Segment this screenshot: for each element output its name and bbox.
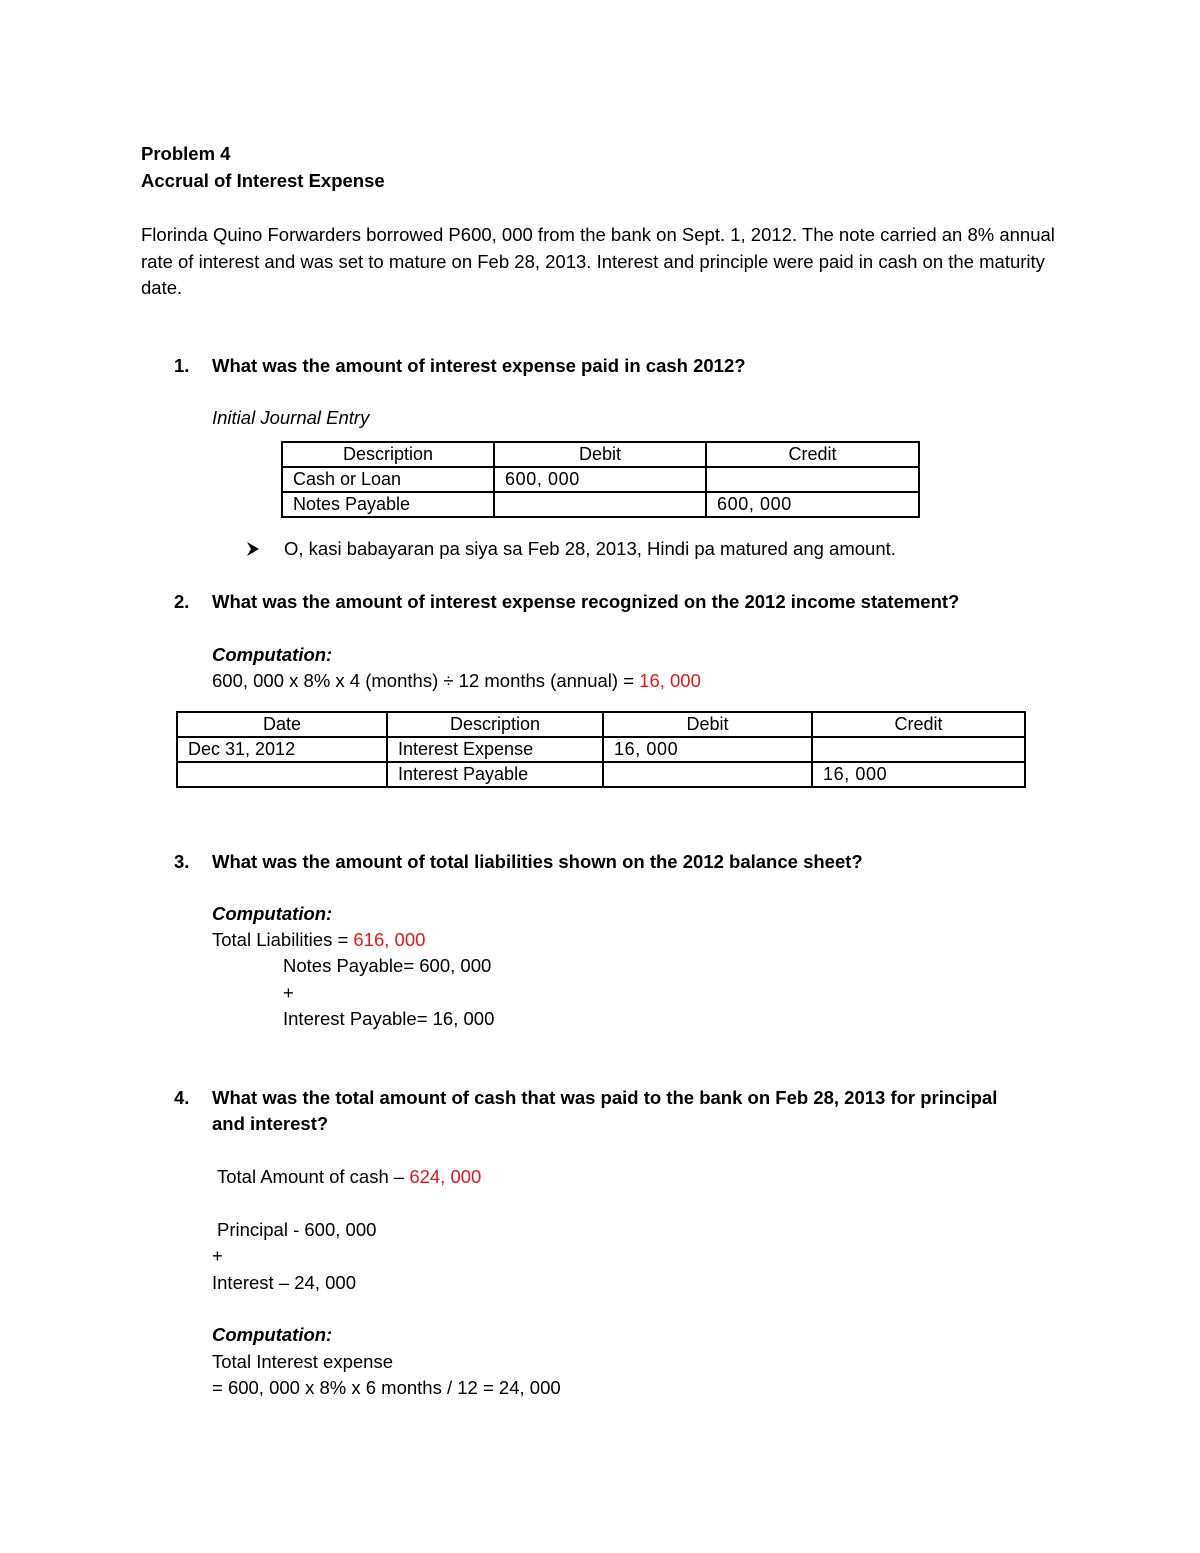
q3-plus: + [283,982,294,1003]
table-cell: 600, 000 [706,492,919,517]
table-cell: Notes Payable [282,492,494,517]
q4-question-line1: What was the total amount of cash that was paid to the bank on Feb 28, 2013 for principal [212,1087,998,1108]
table-header-row [282,442,919,467]
q2-formula-line [212,670,701,692]
q4-plus: + [212,1245,223,1266]
q4-total-label: Total Amount of cash – [217,1166,410,1187]
table-header-cell: Description [282,442,494,467]
table-cell: 16, 000 [603,737,812,762]
q2-formula: 600, 000 x 8% x 4 (months) ÷ 12 months (annual) = [212,670,640,691]
table-row [177,737,1025,762]
q4-total-value: 624, 000 [409,1166,482,1187]
q2-question: What was the amount of interest expense recognized on the 2012 income statement? [212,591,960,612]
q1-entry-label: Initial Journal Entry [212,407,370,428]
q1-bullet-text: O, kasi babayaran pa siya sa Feb 28, 2013, Hindi pa matured ang amount. [284,538,896,559]
q4-number: 4. [174,1087,190,1108]
q3-total-line [212,929,425,951]
table-cell: Interest Expense [387,737,603,762]
q3-computation-label: Computation: [212,903,333,924]
table-header-cell: Credit [812,712,1025,737]
table-row [282,492,919,517]
table-header-row [177,712,1025,737]
table-cell [706,467,919,492]
table-header-cell: Debit [494,442,706,467]
q4-computation-line1: Total Interest expense [212,1351,393,1372]
table-row [282,467,919,492]
table-cell [603,762,812,787]
q4-interest-line: Interest – 24, 000 [212,1272,356,1293]
q4-computation-label: Computation: [212,1324,333,1345]
q1-number: 1. [174,355,190,376]
q4-computation-line2: = 600, 000 x 8% x 6 months / 12 = 24, 000 [212,1377,561,1398]
table-header-cell: Credit [706,442,919,467]
problem-subtitle: Accrual of Interest Expense [141,170,385,191]
q4-question-line2: and interest? [212,1113,329,1134]
q2-computation-label: Computation: [212,644,333,665]
q1-journal-table [281,441,920,518]
q3-interest-payable-line: Interest Payable= 16, 000 [283,1008,495,1029]
table-header-cell: Description [387,712,603,737]
table-cell: 600, 000 [494,467,706,492]
problem-title: Problem 4 [141,143,231,164]
q2-number: 2. [174,591,190,612]
table-row [177,762,1025,787]
table-cell: 16, 000 [812,762,1025,787]
q3-total-label: Total Liabilities = [212,929,354,950]
q3-total-value: 616, 000 [353,929,426,950]
table-header-cell: Date [177,712,387,737]
q3-question: What was the amount of total liabilities shown on the 2012 balance sheet? [212,851,863,872]
table-cell: Cash or Loan [282,467,494,492]
q3-notes-payable-line: Notes Payable= 600, 000 [283,955,492,976]
q2-result: 16, 000 [639,670,701,691]
q1-question: What was the amount of interest expense paid in cash 2012? [212,355,746,376]
q4-total-line [217,1166,481,1188]
intro-paragraph: Florinda Quino Forwarders borrowed P600, 000 from the bank on Sept. 1, 2012. The note carried an 8% annual rate of interest and was set to mature on Feb 28, 2013. Interest and principle were paid in cash on the maturity date. [141,224,1055,298]
table-cell [812,737,1025,762]
table-cell: Interest Payable [387,762,603,787]
q2-journal-table [176,711,1026,788]
arrowhead-bullet-icon [246,540,260,562]
q3-number: 3. [174,851,190,872]
table-cell: Dec 31, 2012 [177,737,387,762]
table-header-cell: Debit [603,712,812,737]
q4-principal-line: Principal - 600, 000 [217,1219,377,1240]
table-cell [177,762,387,787]
table-cell [494,492,706,517]
